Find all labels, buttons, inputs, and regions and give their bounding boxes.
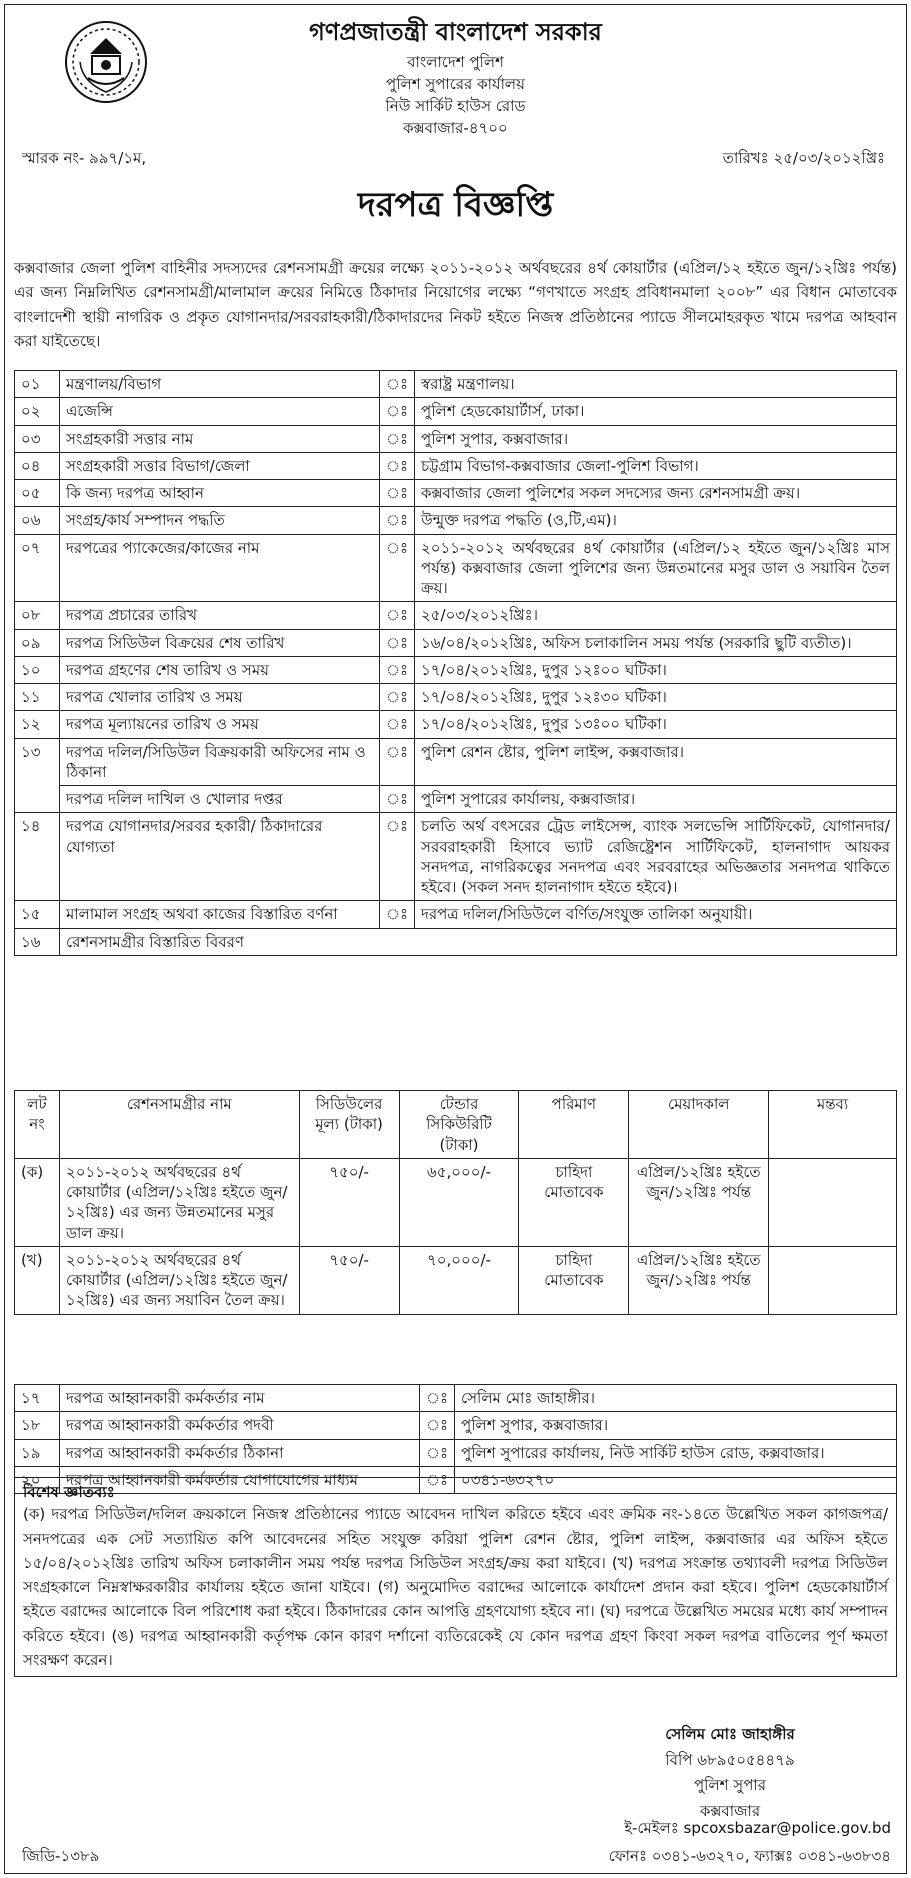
notice-title: দরপত্র বিজ্ঞপ্তি <box>357 185 554 225</box>
info-row <box>15 629 897 656</box>
ration-lot-table <box>14 1090 897 1315</box>
row-value: উন্মুক্ত দরপত্র পদ্ধতি (ও,টি,এম)। <box>415 507 897 534</box>
row-number: ১৬ <box>15 928 60 955</box>
header <box>0 0 911 175</box>
row-label: দরপত্রের প্যাকেজের/কাজের নাম <box>60 534 380 602</box>
row-label: মালামাল সংগ্রহ অথবা কাজের বিস্তারিত বর্ণনা <box>60 901 380 928</box>
memo-number: স্মারক নং- ৯৯৭/১ম, <box>22 149 147 167</box>
info-row <box>15 656 897 683</box>
remark <box>769 1246 897 1314</box>
government-title: গণপ্রজাতন্ত্রী বাংলাদেশ সরকার <box>309 18 602 46</box>
colon-separator: ঃ <box>380 480 415 507</box>
row-number: ০৪ <box>15 452 60 479</box>
officer-row <box>15 1439 897 1466</box>
schedule-price: ৭৫০/- <box>299 1246 399 1314</box>
row-number: ০৮ <box>15 602 60 629</box>
address-line: নিউ সার্কিট হাউস রোড <box>385 97 526 115</box>
row-label: দরপত্র দলিল দাখিল ও খোলার দপ্তর <box>60 786 380 813</box>
row-label: সংগ্রহকারী সত্তার নাম <box>60 425 380 452</box>
tender-security: ৬৫,০০০/- <box>399 1158 519 1246</box>
address-line: বাংলাদেশ পুলিশ <box>407 53 504 71</box>
colon-separator: ঃ <box>380 813 415 901</box>
quantity: চাহিদা মোতাবেক <box>519 1246 629 1314</box>
info-row <box>15 425 897 452</box>
row-label: রেশনসামগ্রীর বিস্তারিত বিবরণ <box>60 928 897 955</box>
column-header: লট নং <box>15 1091 60 1159</box>
row-number: ১০ <box>15 656 60 683</box>
contact-phone: ফোনঃ ০৩৪১-৬৩২৭০, ফ্যাক্সঃ ০৩৪১-৬৩৮৩৪ <box>608 1847 891 1865</box>
lot-item-name: ২০১১-২০১২ অর্থবছরের ৪র্থ কোয়ার্টার (এপ্রিল/১২খ্রিঃ হইতে জুন/১২খ্রিঃ) এর জন্য উন্নতমানের মসুর ডাল ক্রয়। <box>59 1158 299 1246</box>
colon-separator: ঃ <box>380 711 415 738</box>
info-row <box>15 371 897 398</box>
row-label: সংগ্রহকারী সত্তার বিভাগ/জেলা <box>60 452 380 479</box>
column-header: সিডিউলের মূল্য (টাকা) <box>299 1091 399 1159</box>
row-label: দরপত্র যোগানদার/সরবর হকারী/ ঠিকাদারের যোগ্যতা <box>60 813 380 901</box>
row-label: দরপত্র গ্রহণের শেষ তারিখ ও সময় <box>60 656 380 683</box>
remark <box>769 1158 897 1246</box>
row-number <box>15 786 60 813</box>
row-number: ০৭ <box>15 534 60 602</box>
row-number: ১৭ <box>15 1385 60 1412</box>
info-row <box>15 711 897 738</box>
officer-row <box>15 1385 897 1412</box>
special-notes-heading: বিশেষ জ্ঞাতব্যঃ <box>23 1483 115 1501</box>
notice-date: তারিখঃ ২৫/০৩/২০১২খ্রিঃ <box>722 149 885 167</box>
signatory-name: সেলিম মোঃ জাহাঙ্গীর <box>665 1725 795 1743</box>
tender-info-table <box>14 370 897 956</box>
row-number: ০৫ <box>15 480 60 507</box>
lot-number: (ক) <box>15 1158 60 1246</box>
row-number: ০২ <box>15 398 60 425</box>
gd-number: জিডি-১৩৮৯ <box>22 1847 100 1865</box>
row-label: দরপত্র প্রচারের তারিখ <box>60 602 380 629</box>
row-number: ১২ <box>15 711 60 738</box>
row-number: ১৩ <box>15 738 60 786</box>
row-value: ০৩৪১-৬৩২৭০ <box>455 1466 897 1493</box>
row-number: ১১ <box>15 684 60 711</box>
special-notes <box>14 1477 897 1677</box>
colon-separator: ঃ <box>380 684 415 711</box>
row-value: চট্টগ্রাম বিভাগ-কক্সবাজার জেলা-পুলিশ বিভাগ। <box>415 452 897 479</box>
row-label: দরপত্র আহ্বানকারী কর্মকর্তার যোগাযোগের মাধ্যম <box>60 1466 420 1493</box>
signatory-designation: পুলিশ সুপার <box>694 1776 766 1794</box>
colon-separator: ঃ <box>380 629 415 656</box>
address-line: কক্সবাজার-৪৭০০ <box>403 119 508 137</box>
colon-separator: ঃ <box>420 1466 455 1493</box>
colon-separator: ঃ <box>380 452 415 479</box>
row-number: ১৯ <box>15 1439 60 1466</box>
info-row <box>15 602 897 629</box>
row-number: ১৫ <box>15 901 60 928</box>
colon-separator: ঃ <box>380 398 415 425</box>
row-label: দরপত্র মূল্যায়নের তারিখ ও সময় <box>60 711 380 738</box>
colon-separator: ঃ <box>380 901 415 928</box>
lot-row <box>15 1246 897 1314</box>
row-value: ১৬/০৪/২০১২খ্রিঃ, অফিস চলাকালিন সময় পর্যন্ত (সরকারি ছুটি ব্যতীত)। <box>415 629 897 656</box>
row-label: দরপত্র সিডিউল বিক্রয়ের শেষ তারিখ <box>60 629 380 656</box>
row-value: পুলিশ হেডকোয়ার্টার্স, ঢাকা। <box>415 398 897 425</box>
info-row <box>15 398 897 425</box>
row-number: ১৮ <box>15 1412 60 1439</box>
colon-separator: ঃ <box>380 656 415 683</box>
duration: এপ্রিল/১২খ্রিঃ হইতে জুন/১২খ্রিঃ পর্যন্ত <box>629 1246 769 1314</box>
row-label: কি জন্য দরপত্র আহ্বান <box>60 480 380 507</box>
info-row <box>15 738 897 786</box>
info-row <box>15 813 897 901</box>
row-value: পুলিশ সুপারের কার্যালয়, কক্সবাজার। <box>415 786 897 813</box>
row-value: সেলিম মোঃ জাহাঙ্গীর। <box>455 1385 897 1412</box>
colon-separator: ঃ <box>380 534 415 602</box>
row-label: এজেন্সি <box>60 398 380 425</box>
info-row <box>15 901 897 928</box>
row-value: স্বরাষ্ট্র মন্ত্রণালয়। <box>415 371 897 398</box>
info-row <box>15 534 897 602</box>
column-header: মেয়াদকাল <box>629 1091 769 1159</box>
row-label: মন্ত্রণালয়/বিভাগ <box>60 371 380 398</box>
colon-separator: ঃ <box>420 1385 455 1412</box>
row-label: সংগ্রহ/কার্য সম্পাদন পদ্ধতি <box>60 507 380 534</box>
info-row <box>15 507 897 534</box>
quantity: চাহিদা মোতাবেক <box>519 1158 629 1246</box>
row-value: কক্সবাজার জেলা পুলিশের সকল সদস্যের জন্য রেশনসামগ্রী ক্রয়। <box>415 480 897 507</box>
row-number: ১৪ <box>15 813 60 901</box>
row-value: পুলিশ রেশন ষ্টোর, পুলিশ লাইন্স, কক্সবাজার। <box>415 738 897 786</box>
colon-separator: ঃ <box>380 425 415 452</box>
lot-row <box>15 1158 897 1246</box>
column-header: টেন্ডার সিকিউরিটি (টাকা) <box>399 1091 519 1159</box>
row-label: দরপত্র দলিল/সিডিউল বিক্রয়কারী অফিসের নাম ও ঠিকানা <box>60 738 380 786</box>
address-line: পুলিশ সুপারের কার্যালয় <box>386 75 525 93</box>
colon-separator: ঃ <box>380 738 415 786</box>
row-label: দরপত্র আহ্বানকারী কর্মকর্তার ঠিকানা <box>60 1439 420 1466</box>
row-value: পুলিশ সুপার, কক্সবাজার। <box>415 425 897 452</box>
info-row <box>15 452 897 479</box>
row-label: দরপত্র খোলার তারিখ ও সময় <box>60 684 380 711</box>
row-value: পুলিশ সুপারের কার্যালয়, নিউ সার্কিট হাউস রোড, কক্সবাজার। <box>455 1439 897 1466</box>
info-row <box>15 684 897 711</box>
colon-separator: ঃ <box>380 507 415 534</box>
colon-separator: ঃ <box>380 602 415 629</box>
row-number: ০৬ <box>15 507 60 534</box>
intro-paragraph: কক্সবাজার জেলা পুলিশ বাহিনীর সদস্যদের রেশনসামগ্রী ক্রয়ের লক্ষ্যে ২০১১-২০১২ অর্থবছরের ৪র্থ কোয়ার্টার (এপ্রিল/১২ হইতে জুন/১২খ্রিঃ পর্যন্ত) এর জন্য নিম্নলিখিত রেশনসামগ্রী/মালামাল ক্রয়ের নিমিত্তে ঠিকাদার নিয়োগের লক্ষ্যে “গণখাতে সংগ্রহ প্রবিধানমালা ২০০৮” এর বিধান মোতাবেক বাংলাদেশী স্থায়ী নাগরিক ও প্রকৃত যোগানদার/সরবরাহকারী/ঠিকাদারদের নিকট হইতে নিজস্ব প্রতিষ্ঠানের প্যাডে সীলমোহরকৃত খামে দরপত্র আহবান করা যাইতেছে। <box>14 259 897 350</box>
column-header: মন্তব্য <box>769 1091 897 1159</box>
row-number: ২০ <box>15 1466 60 1493</box>
colon-separator: ঃ <box>420 1412 455 1439</box>
column-header: রেশনসামগ্রীর নাম <box>59 1091 299 1159</box>
row-number: ০৯ <box>15 629 60 656</box>
colon-separator: ঃ <box>380 371 415 398</box>
row-value: পুলিশ সুপার, কক্সবাজার। <box>455 1412 897 1439</box>
info-row <box>15 928 897 955</box>
column-header: পরিমাণ <box>519 1091 629 1159</box>
row-value: ১৭/০৪/২০১২খ্রিঃ, দুপুর ১৩ঃ০০ ঘটিকা। <box>415 711 897 738</box>
row-value: ১৭/০৪/২০১২খ্রিঃ, দুপুর ১২ঃ৩০ ঘটিকা। <box>415 684 897 711</box>
contact-email: ই-মেইলঃ spcoxsbazar@police.gov.bd <box>624 1819 891 1837</box>
lot-item-name: ২০১১-২০১২ অর্থবছরের ৪র্থ কোয়ার্টার (এপ্রিল/১২খ্রিঃ হইতে জুন/১২খ্রিঃ) এর জন্য সয়াবিন তৈল ক্রয়। <box>59 1246 299 1314</box>
row-value: ২০১১-২০১২ অর্থবছরের ৪র্থ কোয়ার্টার (এপ্রিল/১২ হইতে জুন/১২খ্রিঃ মাস পর্যন্ত) কক্সবাজার জেলা পুলিশের জন্য উন্নতমানের মসুর ডাল ও সয়াবিন তৈল ক্রয়। <box>415 534 897 602</box>
colon-separator: ঃ <box>380 786 415 813</box>
info-row <box>15 786 897 813</box>
signatory-location: কক্সবাজার <box>699 1801 761 1820</box>
row-value: দরপত্র দলিল/সিডিউলে বর্ণিত/সংযুক্ত তালিকা অনুযায়ী। <box>415 901 897 928</box>
colon-separator: ঃ <box>420 1439 455 1466</box>
row-label: দরপত্র আহ্বানকারী কর্মকর্তার পদবী <box>60 1412 420 1439</box>
signature-block <box>560 1722 900 1824</box>
info-row <box>15 480 897 507</box>
lot-number: (খ) <box>15 1246 60 1314</box>
row-number: ০১ <box>15 371 60 398</box>
row-value: ১৭/০৪/২০১২খ্রিঃ, দুপুর ১২ঃ০০ ঘটিকা। <box>415 656 897 683</box>
tender-security: ৭০,০০০/- <box>399 1246 519 1314</box>
row-number: ০৩ <box>15 425 60 452</box>
duration: এপ্রিল/১২খ্রিঃ হইতে জুন/১২খ্রিঃ পর্যন্ত <box>629 1158 769 1246</box>
row-value: চলতি অর্থ বৎসরের ট্রেড লাইসেন্স, ব্যাংক সলভেন্সি সার্টিফিকেট, যোগানদার/সরবরাহকারী হিসাবে ভ্যাট রেজিষ্ট্রেশন সার্টিফিকেট, হালনাগাদ আয়কর সনদপত্র, নাগরিকত্বের সনদপত্র এবং সরবরাহের অভিজ্ঞতার সনদপত্র থাকিতে হইবে। (সকল সনদ হালনাগাদ হইতে হইবে)। <box>415 813 897 901</box>
schedule-price: ৭৫০/- <box>299 1158 399 1246</box>
row-label: দরপত্র আহ্বানকারী কর্মকর্তার নাম <box>60 1385 420 1412</box>
officer-row <box>15 1412 897 1439</box>
special-notes-text: (ক) দরপত্র সিডিউল/দলিল ক্রয়কালে নিজস্ব প্রতিষ্ঠানের প্যাডে আবেদন দাখিল করিতে হইবে এবং ক্রমিক নং-১৪তে উল্লেখিত সকল কাগজপত্র/সনদপত্রের এক সেট সত্যায়িত কপি আবেদনের সহিত সংযুক্ত করিয়া পুলিশ রেশন ষ্টোর, পুলিশ লাইন্স, কক্সবাজার এর অফিস হইতে ১৫/০৪/২০১২খ্রিঃ তারিখ অফিস চলাকালীন সময় পর্যন্ত দরপত্র সিডিউল সংগ্রহ/ক্রয় করা যাইবে। (খ) দরপত্র সংক্রান্ত তথ্যাবলী দরপত্র সিডিউল সংগ্রহকালে নিম্নস্বাক্ষরকারীর কার্যালয় হইতে জানা যাইবে। (গ) অনুমোদিত বরাদ্দের আলোকে কার্যাদেশ প্রদান করা হইবে। পুলিশ হেডকোয়ার্টার্স হইতে বরাদ্দের আলোকে বিল পরিশোধ করা হইবে। ঠিকাদারের কোন আপত্তি গ্রহণযোগ্য হইবে না। (ঘ) দরপত্রে উল্লেখিত সময়ের মধ্যে কার্য সম্পাদন করিতে হইবে। (ঙ) দরপত্র আহ্বানকারী কর্তৃপক্ষ কোন কারণ দর্শানো ব্যতিরেকেই যে কোন দরপত্র গ্রহণ কিংবা সকল দরপত্র বাতিলের পূর্ণ ক্ষমতা সংরক্ষণ করেন। <box>23 1505 888 1670</box>
row-value: ২৫/০৩/২০১২খ্রিঃ। <box>415 602 897 629</box>
signatory-bp: বিপি ৬৮৯৫০৫৪৪৭৯ <box>665 1750 795 1769</box>
